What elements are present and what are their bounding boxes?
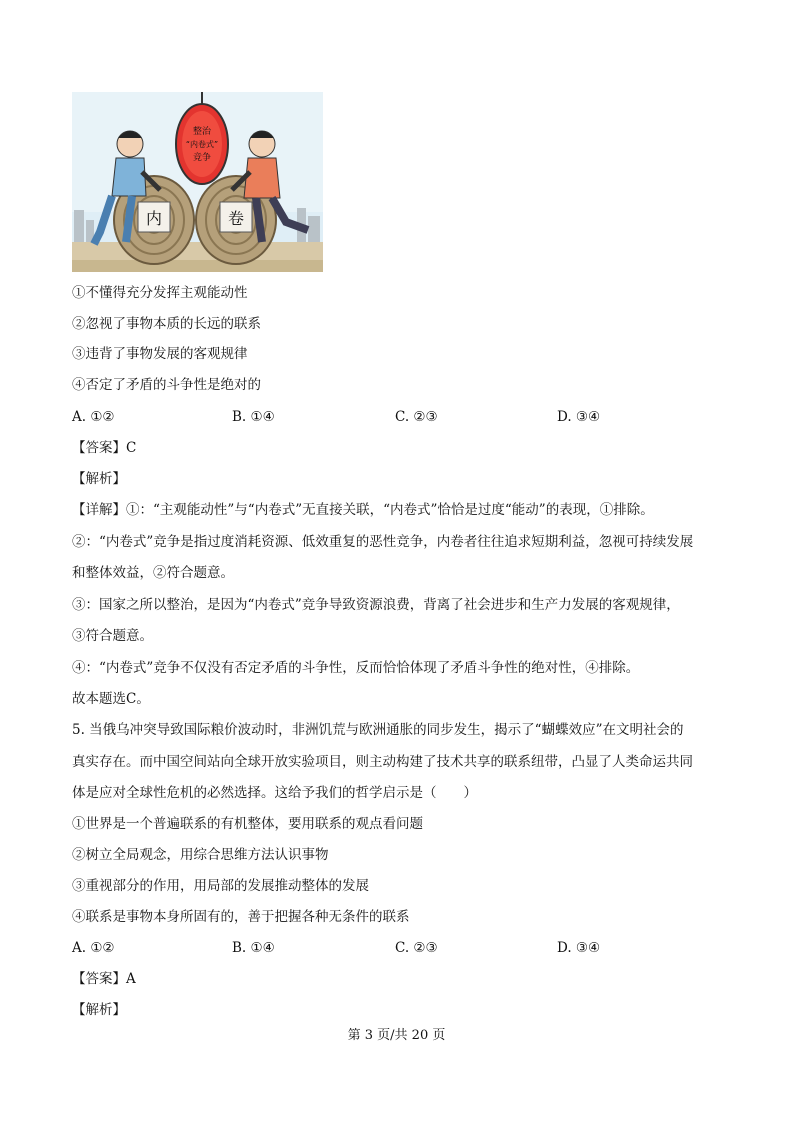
q5-item-2: ②树立全局观念，用综合思维方法认识事物 [72, 847, 329, 863]
q4-detail-line-5: ③符合题意。 [72, 628, 153, 644]
svg-text:卷: 卷 [227, 209, 245, 228]
q4-detail-line-3: 和整体效益，②符合题意。 [72, 565, 234, 581]
q5-answer: 【答案】A [72, 971, 136, 987]
svg-text:竞争: 竞争 [192, 153, 212, 163]
q4-detail-line-6: ④：“内卷式”竞争不仅没有否定矛盾的斗争性，反而恰恰体现了矛盾斗争性的绝对性，④排除。 [72, 660, 640, 676]
q5-item-3: ③重视部分的作用，用局部的发展推动整体的发展 [72, 878, 369, 894]
q5-stem-line-1: 5. 当俄乌冲突导致国际粮价波动时，非洲饥荒与欧洲通胀的同步发生，揭示了“蝴蝶效应”在文明社会的 [72, 722, 684, 738]
q5-stem-line-2: 真实存在。而中国空间站向全球开放实验项目，则主动构建了技术共享的联系纽带，凸显了人类命运共同 [72, 754, 693, 770]
q5-analysis-label: 【解析】 [72, 1002, 126, 1018]
q4-analysis-label: 【解析】 [72, 471, 126, 487]
q5-option-c: C. ②③ [395, 940, 438, 956]
q4-detail-line-2: ②：“内卷式”竞争是指过度消耗资源、低效重复的恶性竞争，内卷者往往追求短期利益，忽视可持续发展 [72, 534, 694, 550]
q4-detail-line-7: 故本题选C。 [72, 691, 150, 707]
q5-option-d: D. ③④ [557, 940, 601, 956]
q4-item-1: ①不懂得充分发挥主观能动性 [72, 285, 248, 301]
svg-text:整治: 整治 [192, 127, 212, 137]
q5-option-a: A. ①② [72, 940, 115, 956]
page-footer: 第 3 页/共 20 页 [347, 1028, 446, 1043]
q4-item-3: ③违背了事物发展的客观规律 [72, 346, 248, 362]
q4-item-4: ④否定了矛盾的斗争性是绝对的 [72, 377, 261, 393]
cartoon-illustration [72, 92, 323, 272]
q4-option-b: B. ①④ [232, 409, 275, 425]
q5-stem-line-3: 体是应对全球性危机的必然选择。这给予我们的哲学启示是（ ） [72, 785, 477, 801]
svg-text:“内卷式”: “内卷式” [185, 140, 219, 149]
q5-item-1: ①世界是一个普遍联系的有机整体，要用联系的观点看问题 [72, 816, 423, 832]
q4-detail-line-1: 【详解】①：“主观能动性”与“内卷式”无直接关联，“内卷式”恰恰是过度“能动”的表现，①排除。 [72, 502, 654, 518]
q4-answer: 【答案】C [72, 440, 137, 456]
q4-option-c: C. ②③ [395, 409, 438, 425]
q4-option-d: D. ③④ [557, 409, 601, 425]
q4-option-a: A. ①② [72, 409, 115, 425]
q5-option-b: B. ①④ [232, 940, 275, 956]
q4-detail-line-4: ③：国家之所以整治，是因为“内卷式”竞争导致资源浪费，背离了社会进步和生产力发展的客观规律， [72, 597, 680, 613]
svg-text:内: 内 [145, 209, 163, 228]
q4-item-2: ②忽视了事物本质的长远的联系 [72, 316, 261, 332]
q5-item-4: ④联系是事物本身所固有的，善于把握各种无条件的联系 [72, 909, 410, 925]
